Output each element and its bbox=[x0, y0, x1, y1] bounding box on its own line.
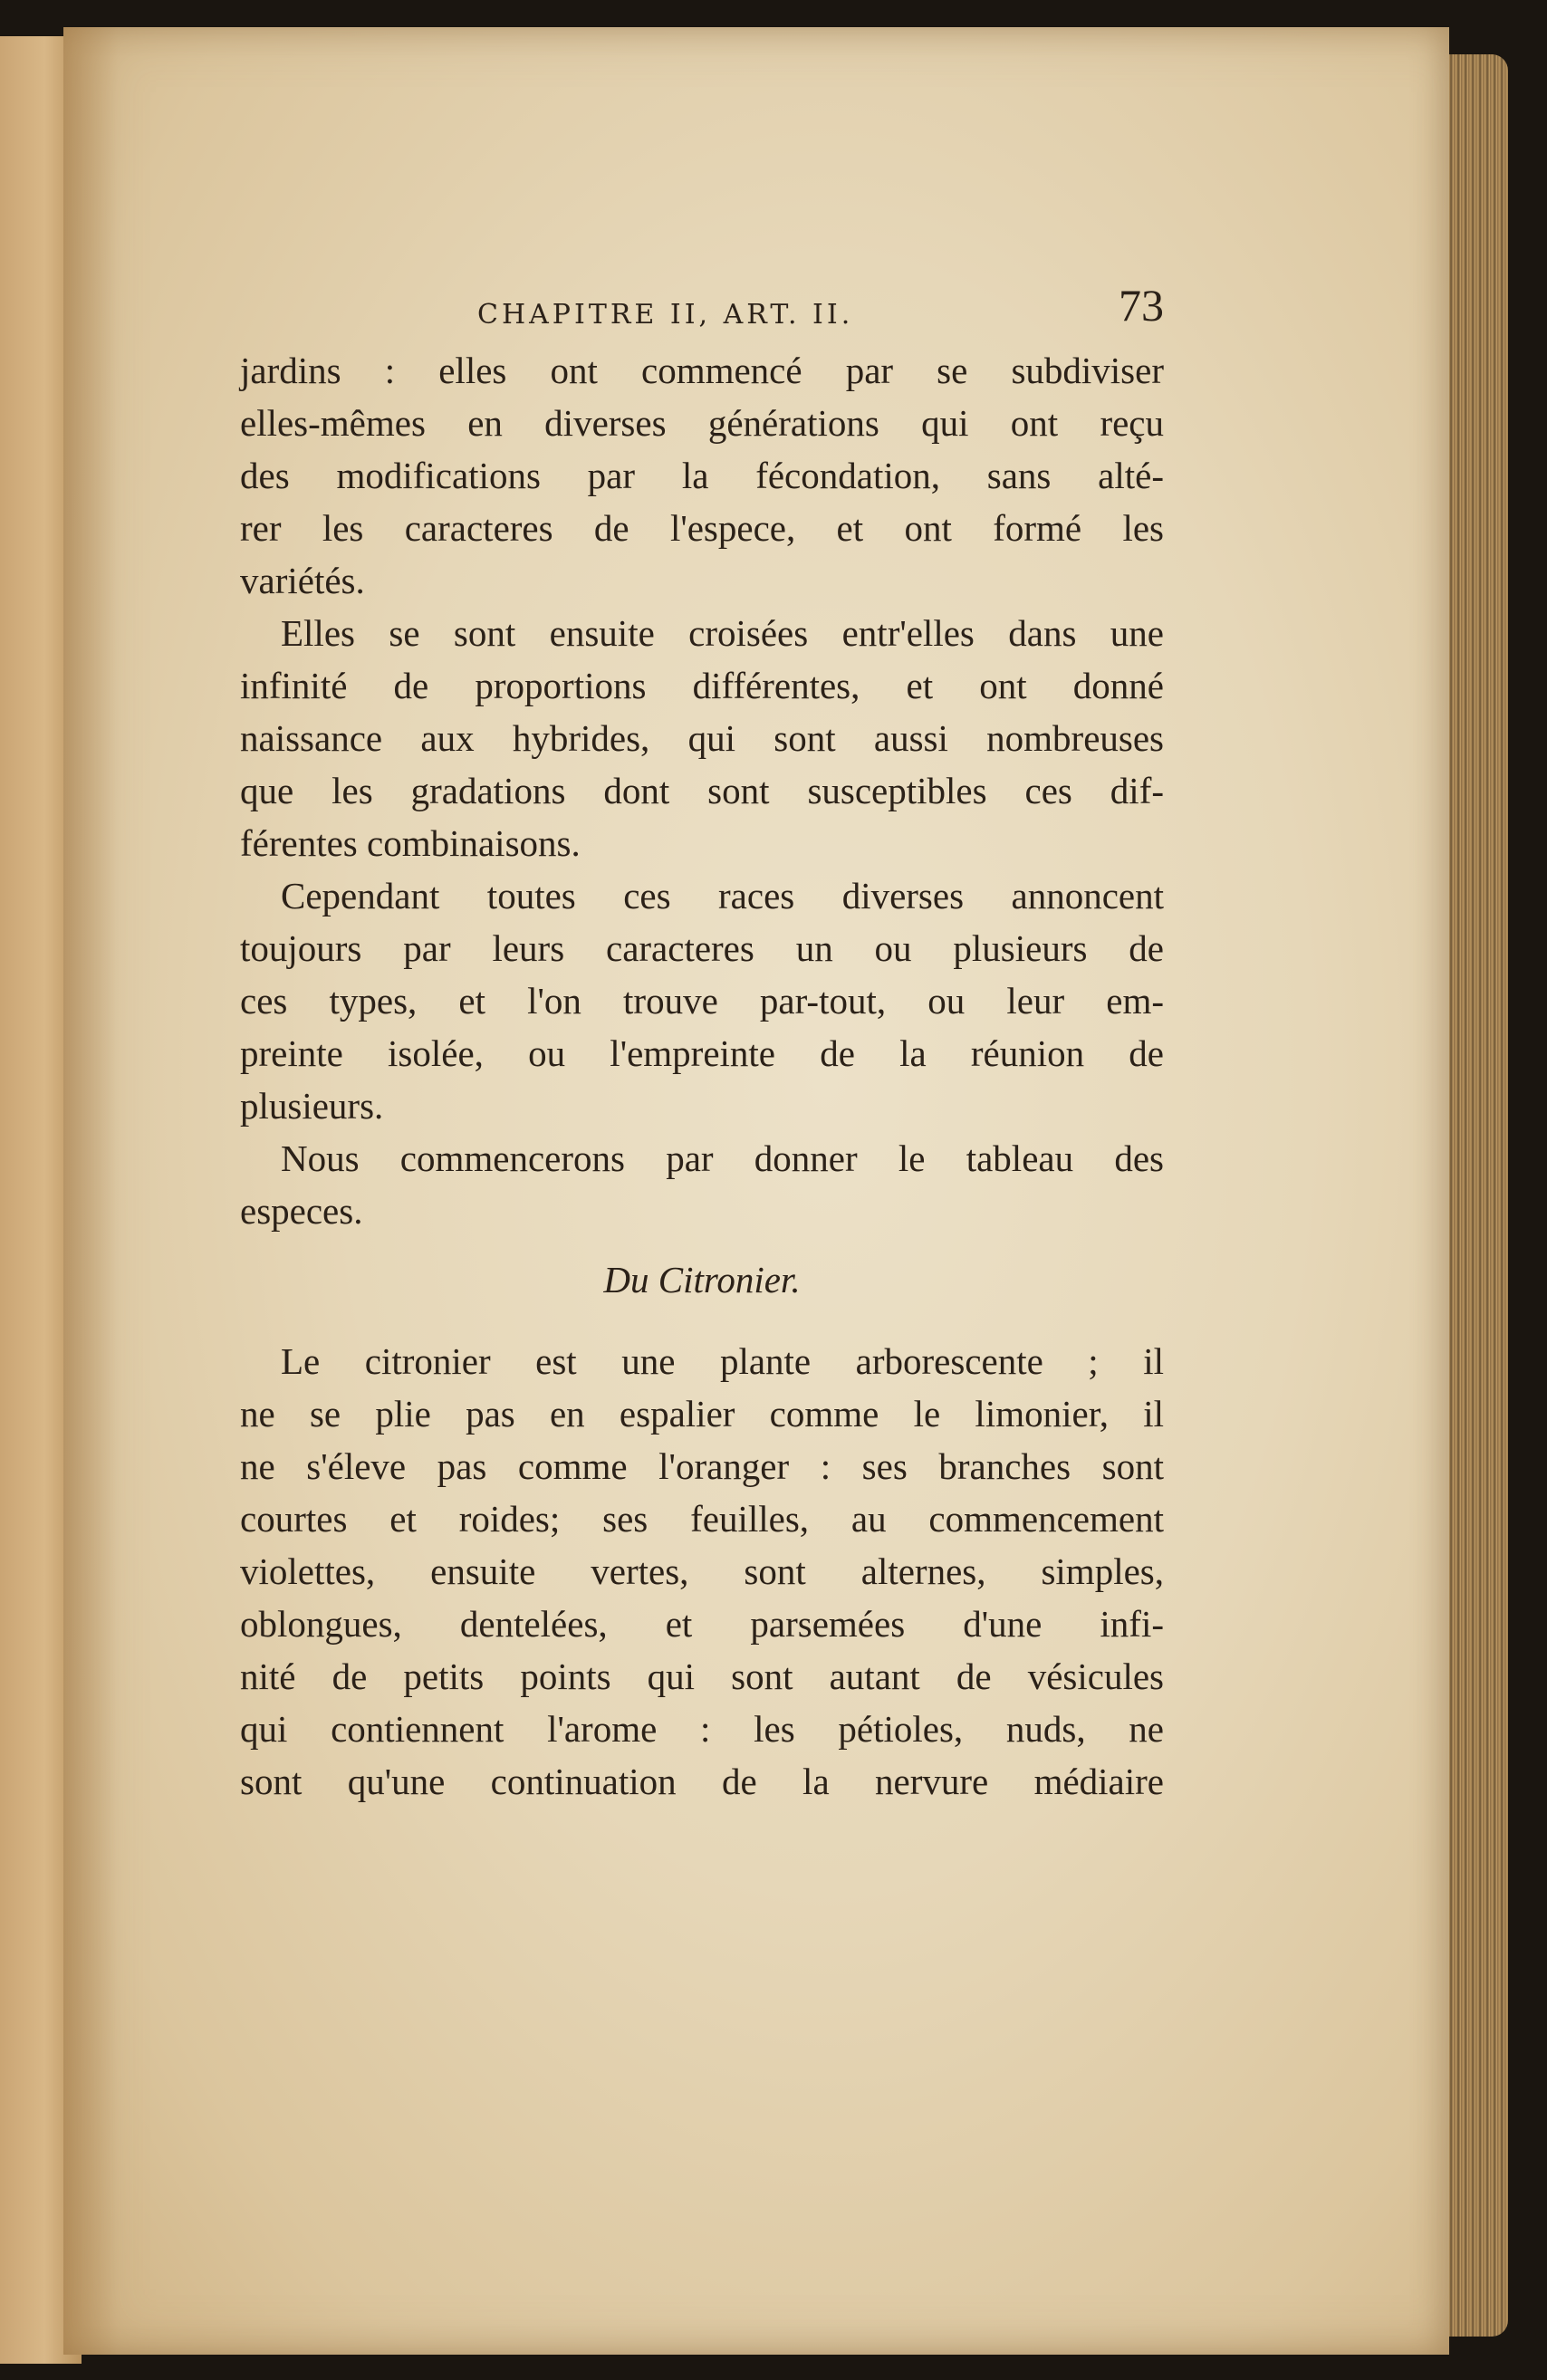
page-gutter-shadow bbox=[63, 27, 118, 2355]
text-line: des modifications par la fécondation, sans alté- bbox=[240, 455, 1164, 496]
text-line: sont qu'une continuation de la nervure médiaire bbox=[240, 1761, 1164, 1802]
text-line: especes. bbox=[240, 1190, 363, 1232]
text-line: Nous commencerons par donner le tableau des bbox=[281, 1137, 1164, 1179]
text-block bbox=[240, 272, 1164, 1808]
page-number: 73 bbox=[1119, 280, 1164, 331]
text-line: courtes et roides; ses feuilles, au commencement bbox=[240, 1498, 1164, 1540]
text-line: infinité de proportions différentes, et ont donné bbox=[240, 665, 1164, 706]
running-head bbox=[240, 272, 1164, 344]
text-line: ne se plie pas en espalier comme le limonier, il bbox=[240, 1393, 1164, 1435]
paragraph-1 bbox=[240, 344, 1164, 607]
text-line: plusieurs. bbox=[240, 1085, 384, 1127]
text-line: que les gradations dont sont susceptibles ces dif- bbox=[240, 770, 1164, 811]
text-line: férentes combinaisons. bbox=[240, 822, 581, 864]
text-line: Cependant toutes ces races diverses annoncent bbox=[281, 875, 1164, 916]
text-line: elles-mêmes en diverses générations qui ont reçu bbox=[240, 402, 1164, 444]
section-paragraph bbox=[240, 1335, 1164, 1808]
text-line: naissance aux hybrides, qui sont aussi nombreuses bbox=[240, 717, 1164, 759]
section-heading: Du Citronier. bbox=[603, 1259, 801, 1300]
text-line: Le citronier est une plante arborescente ; il bbox=[281, 1340, 1164, 1382]
text-line: violettes, ensuite vertes, sont alternes, simples, bbox=[240, 1550, 1164, 1592]
text-line: ces types, et l'on trouve par-tout, ou leur em- bbox=[240, 980, 1164, 1022]
chapter-title: CHAPITRE II, ART. II. bbox=[477, 299, 854, 331]
text-line: preinte isolée, ou l'empreinte de la réunion de bbox=[240, 1032, 1164, 1074]
text-line: rer les caracteres de l'espece, et ont formé les bbox=[240, 507, 1164, 549]
text-line: oblongues, dentelées, et parsemées d'une infi- bbox=[240, 1603, 1164, 1645]
text-line: jardins : elles ont commencé par se subdiviser bbox=[240, 350, 1164, 391]
text-line: toujours par leurs caracteres un ou plusieurs de bbox=[240, 927, 1164, 969]
text-line: ne s'éleve pas comme l'oranger : ses branches sont bbox=[240, 1445, 1164, 1487]
text-line: Elles se sont ensuite croisées entr'elles dans une bbox=[281, 612, 1164, 654]
text-line: variétés. bbox=[240, 560, 365, 601]
paragraph-3 bbox=[240, 869, 1164, 1132]
text-line: qui contiennent l'arome : les pétioles, nuds, ne bbox=[240, 1708, 1164, 1750]
paragraph-2 bbox=[240, 607, 1164, 869]
text-line: nité de petits points qui sont autant de vésicules bbox=[240, 1655, 1164, 1697]
paragraph-4 bbox=[240, 1132, 1164, 1237]
